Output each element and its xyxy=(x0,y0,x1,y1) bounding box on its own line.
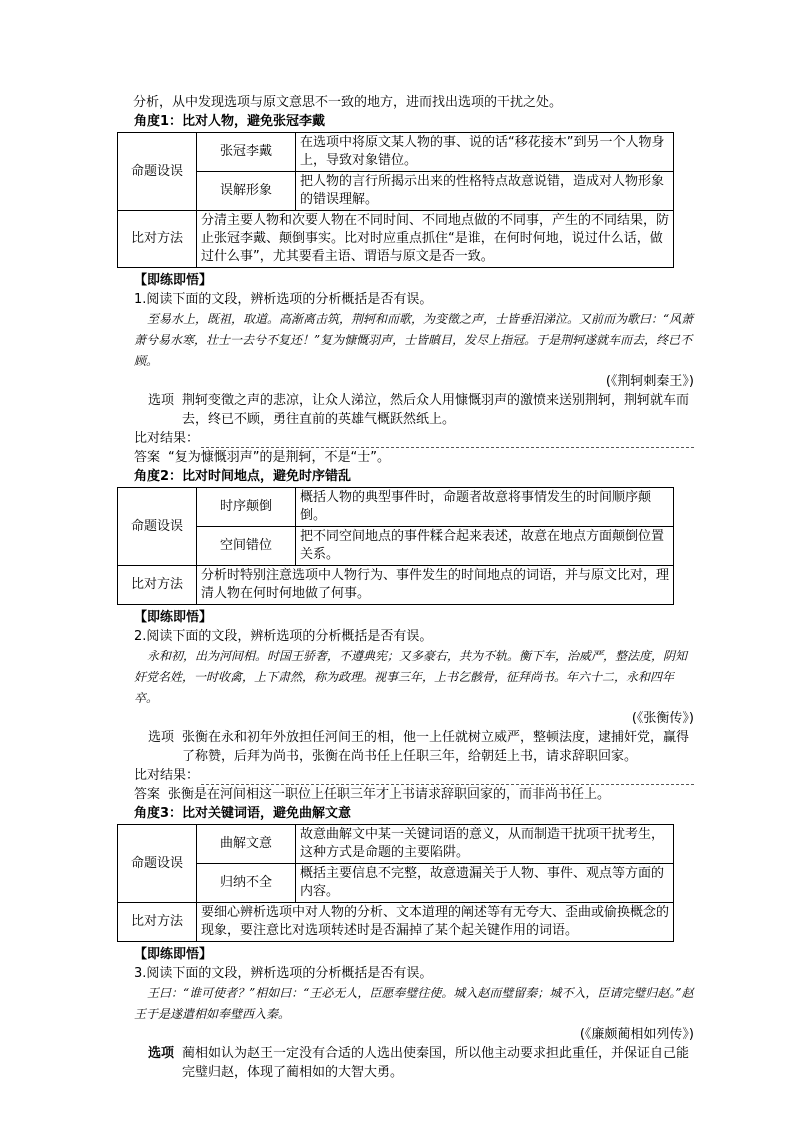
result-line xyxy=(134,429,694,448)
method-label-cell: 比对方法 xyxy=(118,566,197,605)
result-label: 比对结果： xyxy=(134,768,200,783)
result-label: 比对结果： xyxy=(134,431,200,446)
table-type-cell: 曲解文意 xyxy=(197,825,296,864)
passage-source: (《廉颇蔺相如列传》) xyxy=(579,1027,694,1042)
practice-question: 2.阅读下面的文段，辨析选项的分析概括是否有误。 xyxy=(134,629,433,644)
answer-text: 张衡是在河间相这一职位上任职三年才上书请求辞职回家的，而非尚书任上。 xyxy=(168,787,611,802)
classical-passage: 至易水上，既祖，取道。高渐离击筑，荆轲和而歌，为变徵之声，士皆垂泪涕泣。又前而为歌曰：“风萧萧兮易水寒，壮士一去兮不复还！”复为慷慨羽声，士皆瞋目，发尽上指冠。于是荆轲遂就车而去，终已不顾。 xyxy=(134,312,694,368)
answer-label: 答案 xyxy=(134,450,161,465)
angle2-title: 角度2：比对时间地点，避免时序错乱 xyxy=(134,469,352,484)
answer-label: 答案 xyxy=(134,787,161,802)
option-text: 张衡在永和初年外放担任河间王的相，他一上任就树立威严，整顿法度，逮捕奸党，赢得了称赞，后拜为尚书，张衡在尚书任上任职三年，给朝廷上书，请求辞职回家。 xyxy=(182,730,690,764)
table-row xyxy=(118,488,674,527)
table-label-cell: 命题设误 xyxy=(118,825,197,903)
option-block xyxy=(134,1044,694,1082)
method-desc-cell: 分析时特别注意选项中人物行为、事件发生的时间地点的词语，并与原文比对，理清人物在何时何地做了何事。 xyxy=(197,566,674,605)
passage-source: (《张衡传》) xyxy=(631,711,694,726)
table-row xyxy=(118,825,674,864)
answer-block xyxy=(134,785,694,804)
option-block xyxy=(134,391,694,429)
table-desc-cell: 把人物的言行所揭示出来的性格特点故意说错，造成对人物形象的错误理解。 xyxy=(296,172,674,211)
practice-heading: 【即练即悟】 xyxy=(134,610,213,625)
table-desc-cell: 概括主要信息不完整，故意遗漏关于人物、事件、观点等方面的内容。 xyxy=(296,864,674,903)
angle3-title: 角度3：比对关键词语，避免曲解文意 xyxy=(134,806,352,821)
method-label-cell: 比对方法 xyxy=(118,211,197,268)
table-row xyxy=(118,527,674,566)
table-type-cell: 归纳不全 xyxy=(197,864,296,903)
angle2-table xyxy=(117,487,674,605)
method-desc-cell: 要细心辨析选项中对人物的分析、文本道理的阐述等有无夸大、歪曲或偷换概念的现象，要注意比对选项转述时是否漏掉了某个起关键作用的词语。 xyxy=(197,903,674,942)
table-row xyxy=(118,172,674,211)
method-desc-cell: 分清主要人物和次要人物在不同时间、不同地点做的不同事，产生的不同结果，防止张冠李戴、颠倒事实。比对时应重点抓住“是谁，在何时何地，说过什么话，做过什么事”，尤其要看主语、谓语与原文是否一致。 xyxy=(197,211,674,268)
angle1-title: 角度1：比对人物，避免张冠李戴 xyxy=(134,114,326,129)
option-label: 选项 xyxy=(148,730,175,745)
table-type-cell: 张冠李戴 xyxy=(197,133,296,172)
table-row xyxy=(118,903,674,942)
table-label-cell: 命题设误 xyxy=(118,488,197,566)
table-type-cell: 时序颠倒 xyxy=(197,488,296,527)
table-row xyxy=(118,133,674,172)
option-block xyxy=(134,728,694,766)
answer-block xyxy=(134,448,694,467)
option-text: 蔺相如认为赵王一定没有合适的人选出使秦国，所以他主动要求担此重任，并保证自己能完璧归赵，体现了蔺相如的大智大勇。 xyxy=(182,1046,690,1080)
table-label-cell: 命题设误 xyxy=(118,133,197,211)
table-desc-cell: 在选项中将原文某人物的事、说的话“移花接木”到另一个人物身上，导致对象错位。 xyxy=(296,133,674,172)
result-line xyxy=(134,766,694,785)
answer-text: “复为慷慨羽声”的是荆轲，不是“士”。 xyxy=(168,450,390,465)
table-row xyxy=(118,211,674,268)
classical-passage: 王曰：“谁可使者？”相如曰：“王必无人，臣愿奉璧往使。城入赵而璧留秦；城不入，臣请完璧归赵。”赵王于是遂遣相如奉璧西入秦。 xyxy=(134,986,694,1021)
angle1-table xyxy=(117,132,674,268)
practice-heading: 【即练即悟】 xyxy=(134,273,213,288)
answer-blank[interactable] xyxy=(201,771,694,785)
option-label: 选项 xyxy=(148,1046,175,1061)
practice-question: 3.阅读下面的文段，辨析选项的分析概括是否有误。 xyxy=(134,966,433,981)
table-desc-cell: 故意曲解文中某一关键词语的意义，从而制造干扰项干扰考生，这种方式是命题的主要陷阱。 xyxy=(296,825,674,864)
table-type-cell: 空间错位 xyxy=(197,527,296,566)
document-page xyxy=(130,93,694,1082)
practice-question: 1.阅读下面的文段，辨析选项的分析概括是否有误。 xyxy=(134,292,433,307)
intro-text: 分析，从中发现选项与原文意思不一致的地方，进而找出选项的干扰之处。 xyxy=(133,95,563,110)
table-desc-cell: 把不同空间地点的事件糅合起来表述，故意在地点方面颠倒位置关系。 xyxy=(296,527,674,566)
answer-blank[interactable] xyxy=(201,434,694,448)
classical-passage: 永和初，出为河间相。时国王骄奢，不遵典宪；又多豪右，共为不轨。衡下车，治威严，整法度，阴知奸党名姓，一时收禽，上下肃然，称为政理。视事三年，上书乞骸骨，征拜尚书。年六十二，永和四年卒。 xyxy=(134,649,688,705)
passage-source: (《荆轲刺秦王》) xyxy=(605,374,694,389)
practice-heading: 【即练即悟】 xyxy=(134,947,213,962)
angle3-table xyxy=(117,824,674,942)
method-label-cell: 比对方法 xyxy=(118,903,197,942)
table-row xyxy=(118,566,674,605)
table-desc-cell: 概括人物的典型事件时，命题者故意将事情发生的时间顺序颠倒。 xyxy=(296,488,674,527)
table-row xyxy=(118,864,674,903)
option-text: 荆轲变徵之声的悲凉，让众人涕泣，然后众人用慷慨羽声的激愤来送别荆轲，荆轲就车而去，终已不顾，勇往直前的英雄气概跃然纸上。 xyxy=(182,393,690,427)
table-type-cell: 误解形象 xyxy=(197,172,296,211)
option-label: 选项 xyxy=(148,393,175,408)
